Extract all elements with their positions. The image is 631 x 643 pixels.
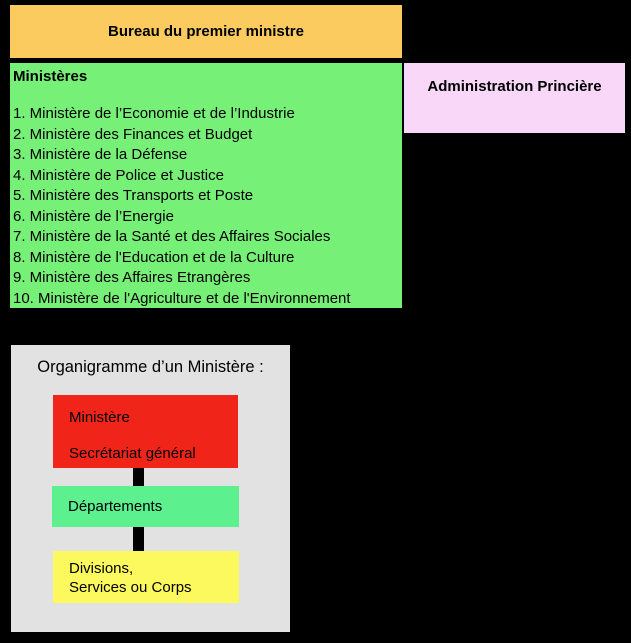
- ministry-item-10: 10. Ministère de l'Agriculture et de l'Environnement: [13, 289, 351, 307]
- departements-node: [52, 486, 239, 527]
- ministry-item-1: 1. Ministère de l’Economie et de l’Industrie: [13, 105, 295, 122]
- organigramme-title: Organigramme d’un Ministère :: [37, 358, 264, 376]
- organigramme-panel: [11, 345, 290, 632]
- ministry-item-8: 8. Ministère de l'Education et de la Culture: [13, 248, 295, 266]
- ministry-item-5: 5. Ministère des Transports et Poste: [13, 187, 254, 204]
- administration-princiere-label: Administration Princière: [427, 78, 602, 95]
- ministry-item-2: 2. Ministère des Finances et Budget: [13, 125, 253, 143]
- divisions-node-label-line1: Divisions,: [69, 560, 134, 577]
- connector-departements-divisions: [133, 526, 144, 552]
- divisions-node: [53, 551, 239, 603]
- ministry-item-7: 7. Ministère de la Santé et des Affaires Sociales: [13, 228, 331, 245]
- ministry-item-4: 4. Ministère de Police et Justice: [13, 166, 224, 184]
- ministries-heading: Ministères: [13, 68, 88, 85]
- connector-ministere-departements: [133, 466, 144, 488]
- ministry-item-3: 3. Ministère de la Défense: [13, 146, 188, 163]
- secretariat-general-label: Secrétariat général: [69, 445, 196, 462]
- bureau-premier-ministre-box: [10, 5, 402, 58]
- departements-node-label: Départements: [68, 498, 163, 515]
- divisions-node-label-line2: Services ou Corps: [69, 579, 192, 596]
- bureau-premier-ministre-label: Bureau du premier ministre: [108, 23, 304, 40]
- ministry-item-9: 9. Ministère des Affaires Etrangères: [13, 269, 251, 286]
- ministere-node: [53, 395, 238, 468]
- ministry-item-6: 6. Ministère de l’Energie: [13, 207, 174, 225]
- ministere-node-label: Ministère: [69, 409, 130, 426]
- ministries-list: [13, 104, 398, 309]
- ministries-box: [10, 63, 402, 308]
- administration-princiere-box: [404, 63, 625, 133]
